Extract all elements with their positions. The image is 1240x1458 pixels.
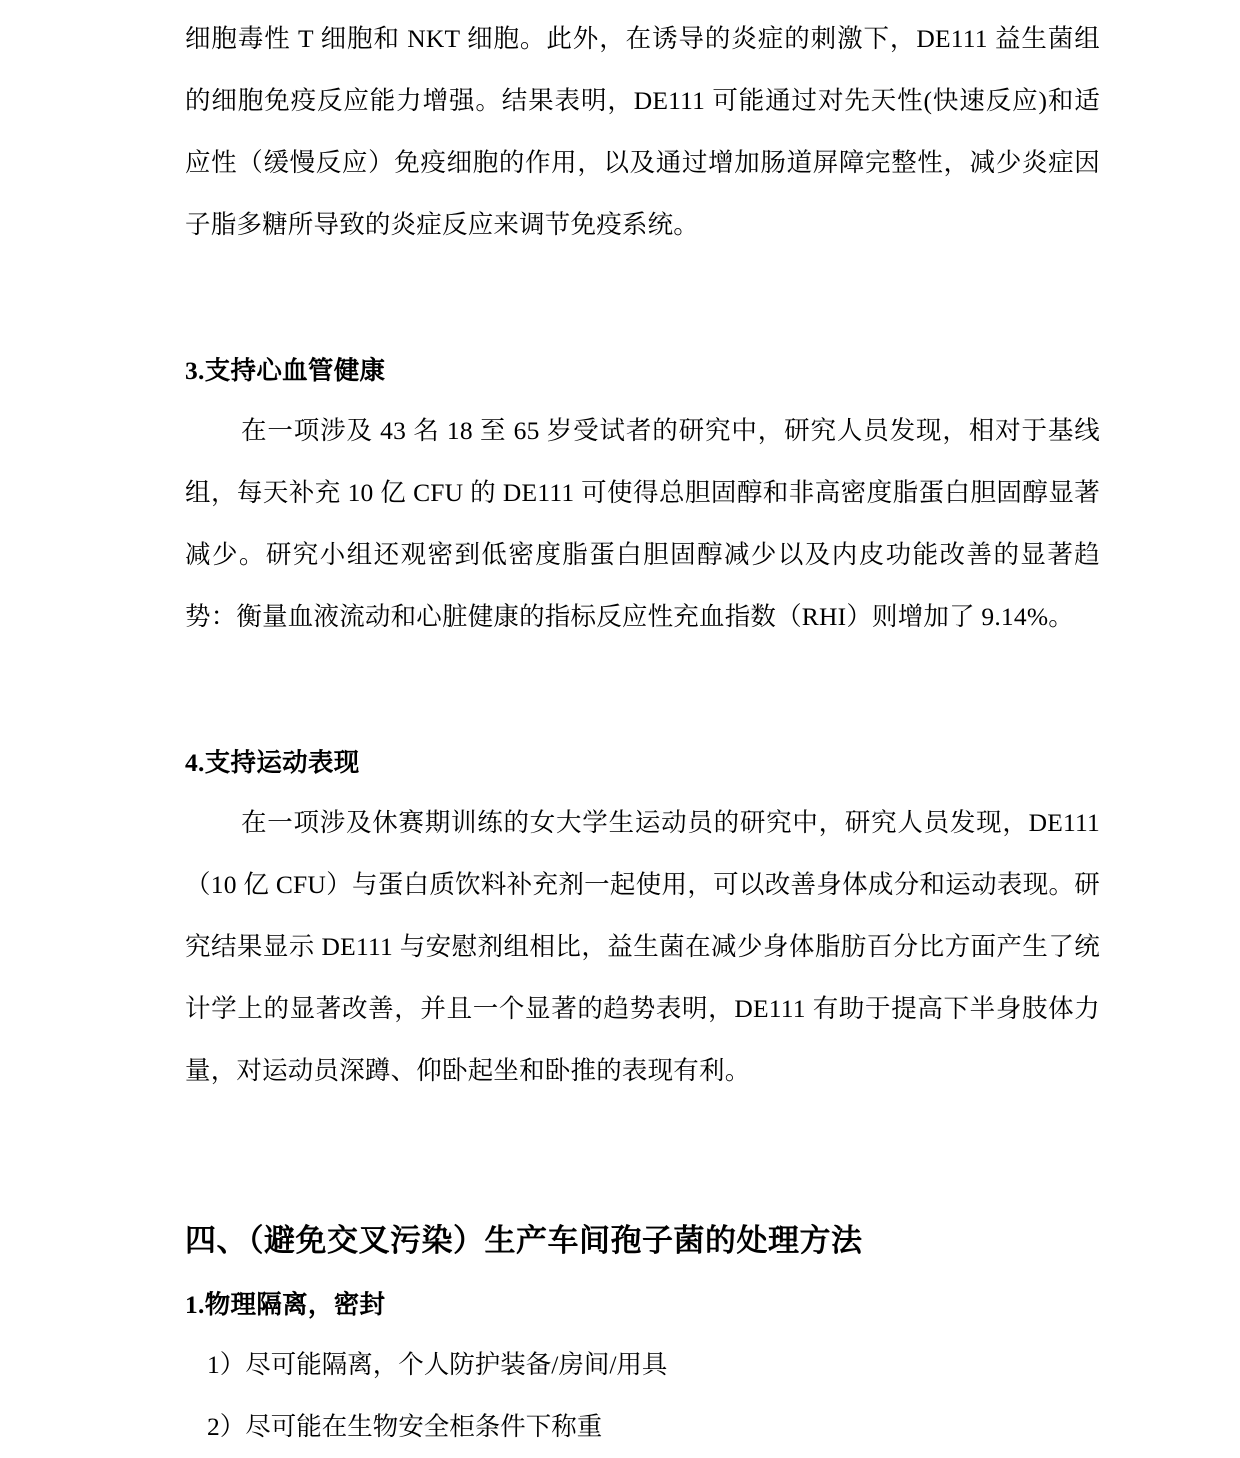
heading-support-cardiovascular: 3.支持心血管健康 [185,356,386,385]
spacer [185,256,1100,342]
heading-physical-isolation: 1.物理隔离，密封 [185,1290,386,1319]
paragraph-immune-continued: 细胞毒性 T 细胞和 NKT 细胞。此外，在诱导的炎症的刺激下，DE111 益生菌组的细胞免疫反应能力增强。结果表明，DE111 可能通过对先天性(快速反应)和适应性（缓慢反应）免疫细胞的作用，以及通过增加肠道屏障完整性，减少炎症因子脂多糖所导致的炎症反应来调节免疫系统。 [185,24,1100,239]
heading-section-four: 四、（避免交叉污染）生产车间孢子菌的处理方法 [185,1223,863,1258]
paragraph-cardiovascular: 在一项涉及 43 名 18 至 65 岁受试者的研究中，研究人员发现，相对于基线组，每天补充 10 亿 CFU 的 DE111 可使得总胆固醇和非高密度脂蛋白胆固醇显著减少。研究小组还观密到低密度脂蛋白胆固醇减少以及内皮功能改善的显著趋势：衡量血液流动和心脏健康的指标反应性充血指数（RHI）则增加了 9.14%。 [185,416,1100,631]
heading-support-exercise: 4.支持运动表现 [185,748,360,777]
spacer [185,648,1100,734]
spacer [185,1102,1100,1206]
document-body [185,0,1100,1458]
list-item: 2）尽可能在生物安全柜条件下称重 [207,1412,603,1441]
paragraph-exercise: 在一项涉及休赛期训练的女大学生运动员的研究中，研究人员发现，DE111（10 亿 CFU）与蛋白质饮料补充剂一起使用，可以改善身体成分和运动表现。研究结果显示 DE111 与安慰剂组相比，益生菌在减少身体脂肪百分比方面产生了统计学上的显著改善，并且一个显著的趋势表明，DE111 有助于提高下半身肢体力量，对运动员深蹲、仰卧起坐和卧推的表现有利。 [185,808,1100,1085]
list-item: 1）尽可能隔离，个人防护装备/房间/用具 [207,1350,668,1379]
